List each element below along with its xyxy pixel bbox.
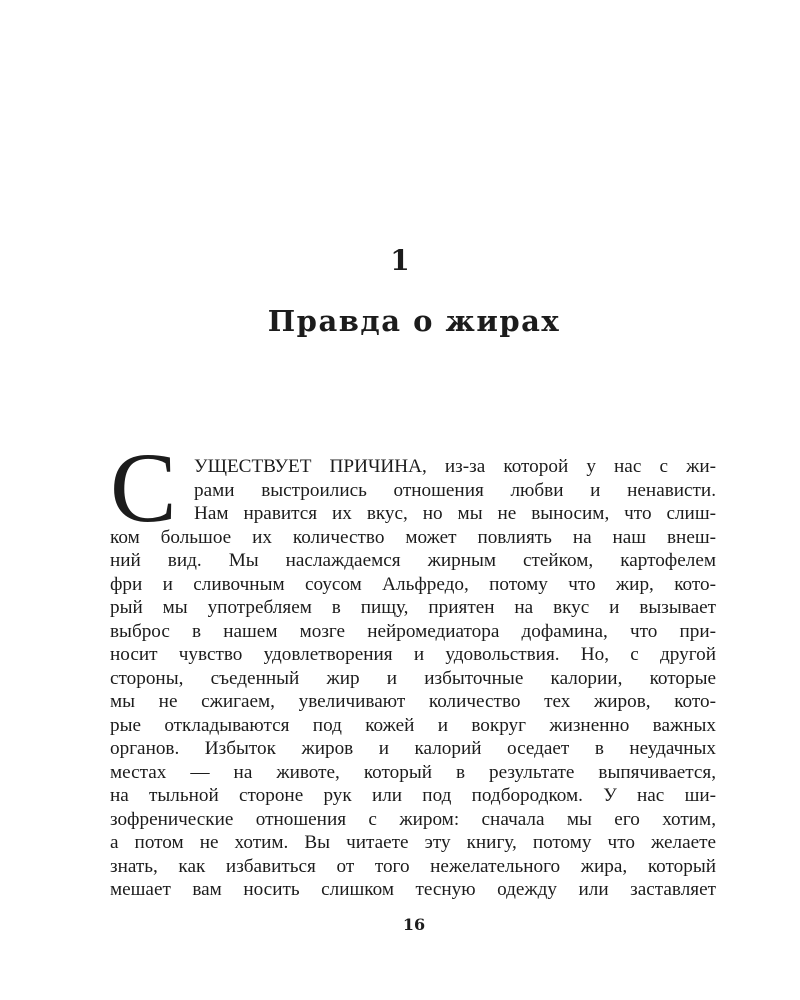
- text-line: мешает вам носить слишком тесную одежду или заставляет: [110, 879, 716, 900]
- text-line: мы не сжигаем, увеличивают количество тех жиров, кото-: [110, 691, 716, 712]
- text-line: Нам нравится их вкус, но мы не выносим, что слиш-: [194, 503, 716, 524]
- drop-cap: С: [110, 432, 177, 543]
- text-line: носит чувство удовлетворения и удовольствия. Но, с другой: [110, 644, 716, 665]
- text-line: органов. Избыток жиров и калорий оседает в неудачных: [110, 738, 716, 759]
- text-line: ком большое их количество может повлиять на наш внеш-: [110, 526, 716, 548]
- chapter-title: Правда о жирах: [267, 304, 561, 338]
- text-line: рый мы употребляем в пищу, приятен на вкус и вызывает: [110, 597, 716, 618]
- body-text: [110, 455, 716, 902]
- text-line: фри и сливочным соусом Альфредо, потому что жир, кото-: [110, 573, 716, 595]
- text-line: УЩЕСТВУЕТ ПРИЧИНА, из-за которой у нас с жи-: [194, 456, 716, 477]
- text-line: выброс в нашем мозге нейромедиатора дофамина, что при-: [110, 620, 716, 642]
- text-line: местах — на животе, который в результате выпячивается,: [110, 761, 716, 783]
- text-line: ний вид. Мы наслаждаемся жирным стейком, картофелем: [110, 550, 716, 571]
- text-line: зофренические отношения с жиром: сначала мы его хотим,: [110, 808, 716, 830]
- text-line: рые откладываются под кожей и вокруг жизненно важных: [110, 714, 716, 736]
- text-line: стороны, съеденный жир и избыточные калории, которые: [110, 667, 716, 689]
- chapter-number: 1: [390, 244, 410, 277]
- page-number: 16: [402, 915, 426, 934]
- text-line: на тыльной стороне рук или под подбородком. У нас ши-: [110, 785, 716, 806]
- text-line: знать, как избавиться от того нежелательного жира, который: [110, 855, 716, 877]
- text-line: рами выстроились отношения любви и ненависти.: [194, 479, 716, 501]
- text-line: а потом не хотим. Вы читаете эту книгу, потому что желаете: [110, 832, 716, 853]
